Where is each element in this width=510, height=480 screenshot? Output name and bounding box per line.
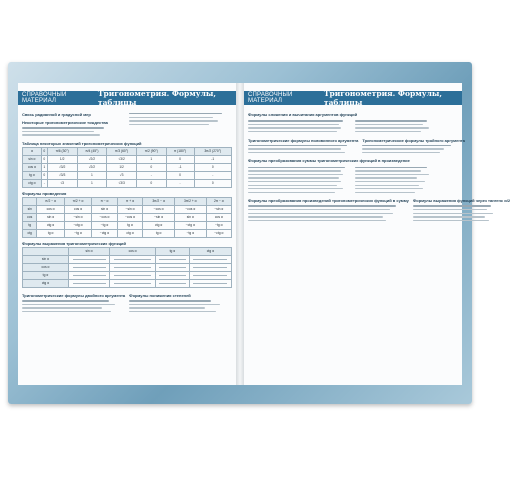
table-cell: sin α (68, 247, 109, 255)
table-cell: π + α (117, 197, 143, 205)
table-cell: 3π/2 − α (143, 197, 175, 205)
table-cell: 1 (136, 155, 166, 163)
section-addition: Формулы сложения и вычитания аргументов функций (248, 112, 358, 117)
formula-line (129, 304, 220, 305)
formula-line (355, 192, 415, 193)
expression-table (22, 247, 232, 288)
table-cell: √3/2 (47, 163, 77, 171)
table-cell: √3/3 (107, 179, 137, 187)
table-cell (156, 271, 190, 279)
table-cell: sin (23, 205, 37, 213)
formula-line (129, 113, 222, 114)
table-cell (110, 271, 156, 279)
formula-line (355, 120, 427, 121)
table-cell: 3π/2 + α (174, 197, 206, 205)
table-row (23, 255, 232, 263)
formula-line (248, 145, 347, 146)
table-row (23, 163, 232, 171)
table-cell: π (180°) (166, 147, 194, 155)
formula-line (355, 177, 417, 178)
table-cell: −sin α (64, 213, 91, 221)
formula-line (248, 181, 341, 182)
reduction-table (22, 197, 232, 238)
table-cell: sin α (174, 213, 206, 221)
table-cell (156, 255, 190, 263)
table-row (23, 155, 232, 163)
formula-line (248, 192, 335, 193)
formula-line (22, 311, 111, 312)
table-cell: √2/2 (77, 155, 107, 163)
formula-line (129, 307, 205, 308)
table-cell: - (41, 179, 47, 187)
table-cell: ctg α (143, 221, 175, 229)
values-table (22, 147, 232, 188)
table-header-row (23, 197, 232, 205)
formula-line (355, 127, 429, 128)
book-spine (236, 83, 244, 385)
formula-line (413, 213, 493, 214)
table-cell: π/6 (30°) (47, 147, 77, 155)
table-cell: 2π − α (206, 197, 231, 205)
table-cell: 1 (77, 171, 107, 179)
formula-line (129, 124, 209, 125)
left-page-header (18, 91, 236, 105)
formula-line (362, 145, 450, 146)
table-cell: π − α (92, 197, 118, 205)
table-cell: 0 (194, 179, 232, 187)
table-cell: −ctg α (174, 221, 206, 229)
formula-line (248, 213, 393, 214)
formula-line (22, 307, 102, 308)
table-row (23, 263, 232, 271)
formula-line (248, 127, 341, 128)
table-cell: −sin α (117, 205, 143, 213)
table-cell: sin α (92, 205, 118, 213)
formula-line (248, 216, 383, 217)
table-cell: sin α (37, 213, 64, 221)
left-page-title: Тригонометрия. Формулы, таблицы (97, 89, 216, 107)
formula-line (355, 131, 421, 132)
table-cell: sin α (23, 255, 69, 263)
formula-line (129, 300, 211, 301)
table-cell (23, 247, 69, 255)
table-cell (110, 263, 156, 271)
formula-line (22, 131, 94, 132)
section-power: Формулы понижения степеней (129, 292, 191, 298)
formula-line (355, 124, 423, 125)
table-cell: -1 (194, 155, 232, 163)
table-cell: π/4 (45°) (77, 147, 107, 155)
table-cell: π/2 (90°) (136, 147, 166, 155)
table-cell: - (166, 179, 194, 187)
table-cell (110, 279, 156, 287)
right-page-header (244, 91, 462, 105)
table-cell: 1 (77, 179, 107, 187)
formula-line (413, 209, 487, 210)
section-values-table: Таблица некоторых значений тригонометрических функций (22, 140, 142, 146)
section-half: Тригонометрические формулы половинного аргумента (248, 137, 359, 143)
table-cell: −cos α (92, 213, 118, 221)
table-header-row (23, 147, 232, 155)
table-cell: cos α (37, 205, 64, 213)
table-cell: π/3 (60°) (107, 147, 137, 155)
table-cell (156, 263, 190, 271)
table-cell: tg α (23, 171, 42, 179)
table-cell (156, 279, 190, 287)
table-cell: 0 (136, 163, 166, 171)
section-double: Тригонометрические формулы двойного аргумента (22, 292, 126, 298)
table-cell: −ctg α (206, 229, 231, 237)
table-cell (68, 279, 109, 287)
section-reduction: Формулы приведения (22, 190, 67, 196)
table-cell: 1 (41, 163, 47, 171)
formula-line (248, 120, 343, 121)
formula-line (413, 205, 491, 206)
section-tangent-half: Формулы выражения функций через тангенс α/2 (412, 198, 510, 204)
table-cell: √3 (107, 171, 137, 179)
formula-line (248, 148, 341, 149)
table-cell: tg α (37, 229, 64, 237)
formula-line (248, 170, 341, 171)
table-cell: −ctg α (64, 221, 91, 229)
table-cell: cos α (64, 205, 91, 213)
right-page-content (248, 109, 510, 223)
table-cell: -1 (166, 163, 194, 171)
table-cell: ctg α (117, 229, 143, 237)
left-page (18, 83, 236, 385)
right-page (244, 83, 510, 385)
table-cell: cos α (206, 213, 231, 221)
right-page-tag: СПРАВОЧНЫЙ МАТЕРИАЛ (248, 92, 293, 104)
formula-line (355, 167, 427, 168)
formula-line (248, 167, 345, 168)
section-identities: Некоторые тригонометрические тождества (22, 120, 108, 125)
table-cell (189, 271, 231, 279)
table-cell: ctg α (189, 247, 231, 255)
table-cell: π/2 + α (64, 197, 91, 205)
formula-line (22, 300, 109, 301)
table-cell: ctg α (23, 179, 42, 187)
table-cell: tg α (143, 229, 175, 237)
formula-line (129, 120, 218, 121)
table-row (23, 213, 232, 221)
table-cell (110, 255, 156, 263)
formula-line (248, 131, 337, 132)
right-page-title: Тригонометрия. Формулы, таблицы (323, 89, 442, 107)
table-row (23, 221, 232, 229)
table-cell: 1/2 (47, 155, 77, 163)
formula-line (355, 170, 421, 171)
formula-line (355, 181, 425, 182)
table-cell: 0 (166, 155, 194, 163)
table-cell: −ctg α (92, 229, 118, 237)
formula-line (248, 185, 337, 186)
section-product-to-sum: Формулы преобразования произведений тригонометрических функций в сумму (248, 198, 409, 204)
formula-line (413, 216, 485, 217)
table-cell (189, 255, 231, 263)
table-cell: 0 (41, 171, 47, 179)
table-cell: −tg α (92, 221, 118, 229)
table-cell: 0 (136, 179, 166, 187)
table-cell: −tg α (206, 221, 231, 229)
table-cell: √3/3 (47, 171, 77, 179)
table-cell: −cos α (174, 205, 206, 213)
table-cell: ctg α (23, 279, 69, 287)
table-cell: tg α (23, 271, 69, 279)
table-cell: −cos α (143, 205, 175, 213)
table-cell: cos α (23, 263, 69, 271)
section-sum-to-product: Формулы преобразования суммы тригонометрических функций в произведение (248, 158, 410, 164)
table-cell (68, 255, 109, 263)
formula-line (248, 209, 390, 210)
table-cell: sin α (23, 155, 42, 163)
table-cell: −sin α (206, 205, 231, 213)
formula-line (129, 311, 215, 312)
formula-line (355, 185, 419, 186)
table-cell: π/2 − α (37, 197, 64, 205)
table-cell: ctg (23, 229, 37, 237)
table-cell: 0 (41, 155, 47, 163)
table-cell: −tg α (174, 229, 206, 237)
table-cell: 1/2 (107, 163, 137, 171)
table-cell: 0 (41, 147, 47, 155)
table-cell (23, 197, 37, 205)
formula-line (22, 134, 100, 135)
table-cell: tg α (156, 247, 190, 255)
formula-line (248, 177, 339, 178)
table-cell: ctg α (37, 221, 64, 229)
section-expression: Формулы выражения тригонометрических функций (22, 240, 126, 246)
table-cell: - (136, 171, 166, 179)
formula-line (129, 117, 213, 118)
table-cell (189, 263, 231, 271)
formula-line (355, 188, 423, 189)
section-triple: Тригонометрические формулы тройного аргумента (362, 137, 465, 143)
left-page-tag: СПРАВОЧНЫЙ МАТЕРИАЛ (22, 92, 67, 104)
table-cell: √3 (47, 179, 77, 187)
table-cell: tg α (117, 221, 143, 229)
table-row (23, 205, 232, 213)
formula-line (248, 174, 343, 175)
formula-line (22, 304, 115, 305)
table-cell: −tg α (64, 229, 91, 237)
table-cell: 3π/2 (270°) (194, 147, 232, 155)
table-cell (68, 263, 109, 271)
table-cell: √2/2 (77, 163, 107, 171)
section-radian: Связь радианной и градусной мер (22, 112, 91, 117)
formula-line (413, 220, 489, 221)
formula-line (248, 205, 396, 206)
table-cell: 0 (166, 171, 194, 179)
table-cell (68, 271, 109, 279)
table-cell: −sin α (143, 213, 175, 221)
table-row (23, 179, 232, 187)
formula-line (22, 127, 104, 128)
formula-line (362, 152, 440, 153)
table-cell: cos α (23, 163, 42, 171)
table-cell: −cos α (117, 213, 143, 221)
formula-line (248, 124, 339, 125)
table-row (23, 171, 232, 179)
table-cell: tg (23, 221, 37, 229)
table-header-row (23, 247, 232, 255)
table-cell: cos α (110, 247, 156, 255)
formula-line (248, 188, 343, 189)
table-row (23, 271, 232, 279)
left-page-content (22, 109, 232, 314)
formula-line (355, 174, 429, 175)
table-cell: - (194, 171, 232, 179)
table-cell: √3/2 (107, 155, 137, 163)
formula-line (248, 152, 345, 153)
table-cell: 0 (194, 163, 232, 171)
formula-line (362, 148, 444, 149)
table-cell (189, 279, 231, 287)
table-row (23, 229, 232, 237)
table-cell: α (23, 147, 42, 155)
table-cell: cos (23, 213, 37, 221)
formula-line (248, 220, 386, 221)
table-row (23, 279, 232, 287)
